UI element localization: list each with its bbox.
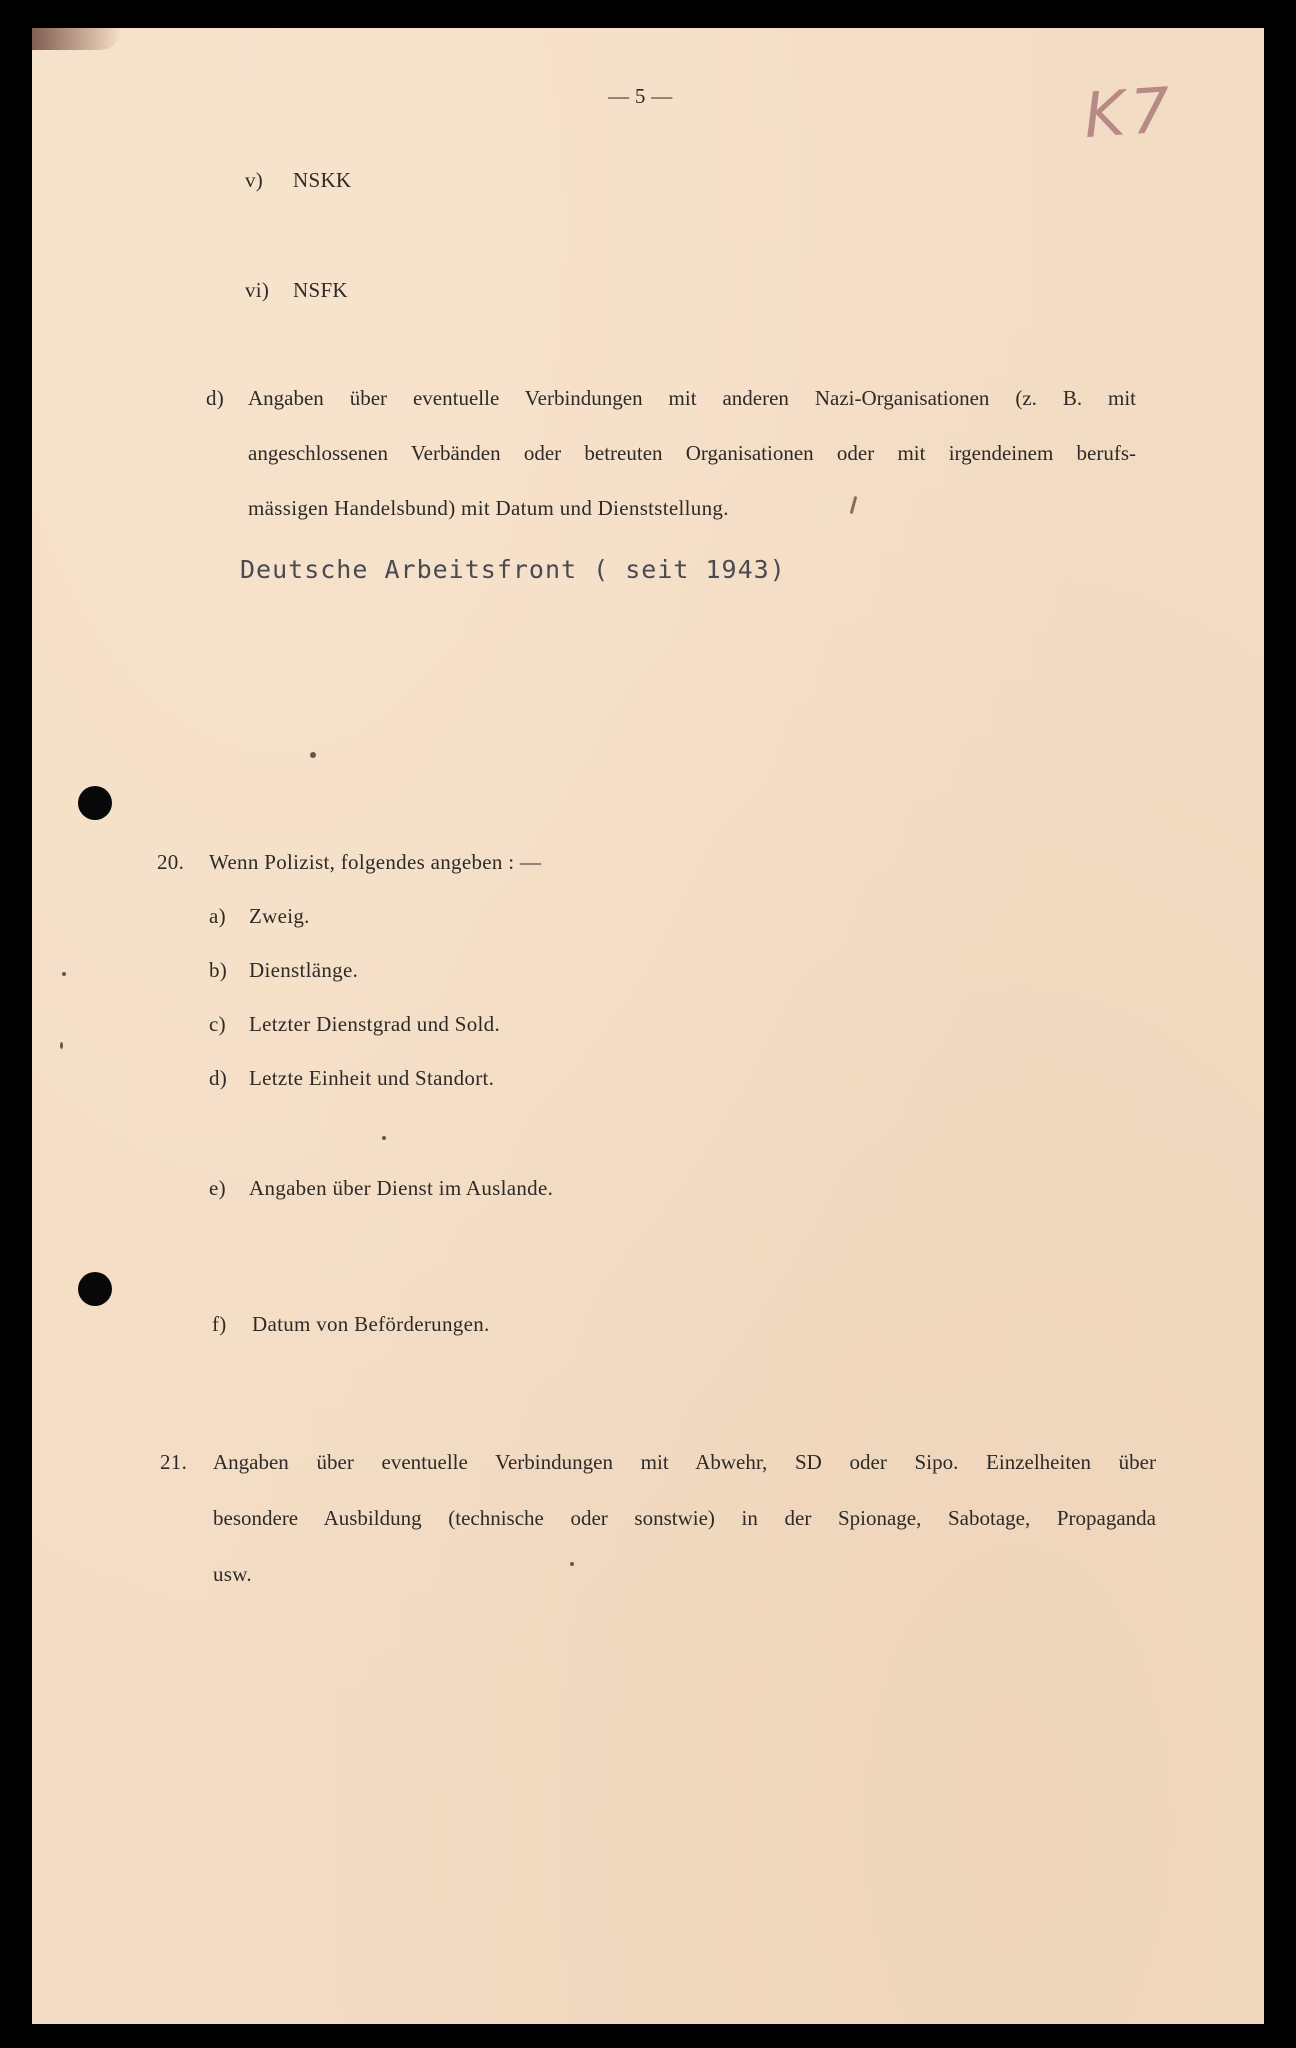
question-21-line2: besondere Ausbildung (technische oder sonstwie) in der Spionage, Sabotage, Propaganda xyxy=(213,1506,1156,1530)
document-page xyxy=(32,28,1264,2024)
question-21-line1: Angaben über eventuelle Verbindungen mit Abwehr, SD oder Sipo. Einzelheiten über xyxy=(213,1450,1156,1474)
q20-d-marker: d) xyxy=(209,1066,228,1090)
q20-c-text: Letzter Dienstgrad und Sold. xyxy=(249,1012,501,1036)
page-number: — 5 — xyxy=(608,84,673,108)
q20-d-text: Letzte Einheit und Standort. xyxy=(249,1066,495,1090)
typed-answer-d: Deutsche Arbeitsfront ( seit 1943) xyxy=(240,555,786,584)
q20-a-marker: a) xyxy=(209,904,226,928)
paper-speck xyxy=(382,1136,386,1140)
question-21-number: 21. xyxy=(160,1450,188,1474)
item-d-line2: angeschlossenen Verbänden oder betreuten Organisationen oder mit irgendeinem berufs- xyxy=(248,441,1136,465)
item-d-marker: d) xyxy=(206,386,225,410)
paper-speck xyxy=(62,972,66,976)
q20-f-text: Datum von Beförderungen. xyxy=(252,1312,490,1336)
q20-e-marker: e) xyxy=(209,1176,226,1200)
punch-hole-lower xyxy=(78,1272,112,1306)
handwritten-mark: K7 xyxy=(1081,72,1179,153)
paper-speck xyxy=(570,1562,574,1566)
question-21-line3: usw. xyxy=(213,1562,252,1586)
paper-speck xyxy=(310,752,316,758)
corner-stain xyxy=(32,28,122,50)
paper-speck xyxy=(850,496,858,514)
q20-a-text: Zweig. xyxy=(249,904,310,928)
punch-hole-upper xyxy=(78,786,112,820)
question-20-text: Wenn Polizist, folgendes angeben : — xyxy=(209,850,542,874)
item-vi-marker: vi) xyxy=(245,278,270,302)
item-v-marker: v) xyxy=(245,168,264,192)
question-20-number: 20. xyxy=(157,850,185,874)
item-v-text: NSKK xyxy=(293,168,352,192)
q20-f-marker: f) xyxy=(212,1312,227,1336)
item-d-line1: Angaben über eventuelle Verbindungen mit anderen Nazi-Organisationen (z. B. mit xyxy=(248,386,1136,410)
q20-b-marker: b) xyxy=(209,958,228,982)
item-vi-text: NSFK xyxy=(293,278,348,302)
paper-speck xyxy=(60,1042,63,1049)
item-d-line3: mässigen Handelsbund) mit Datum und Dienststellung. xyxy=(248,496,729,520)
q20-c-marker: c) xyxy=(209,1012,226,1036)
q20-b-text: Dienstlänge. xyxy=(249,958,359,982)
q20-e-text: Angaben über Dienst im Auslande. xyxy=(249,1176,554,1200)
